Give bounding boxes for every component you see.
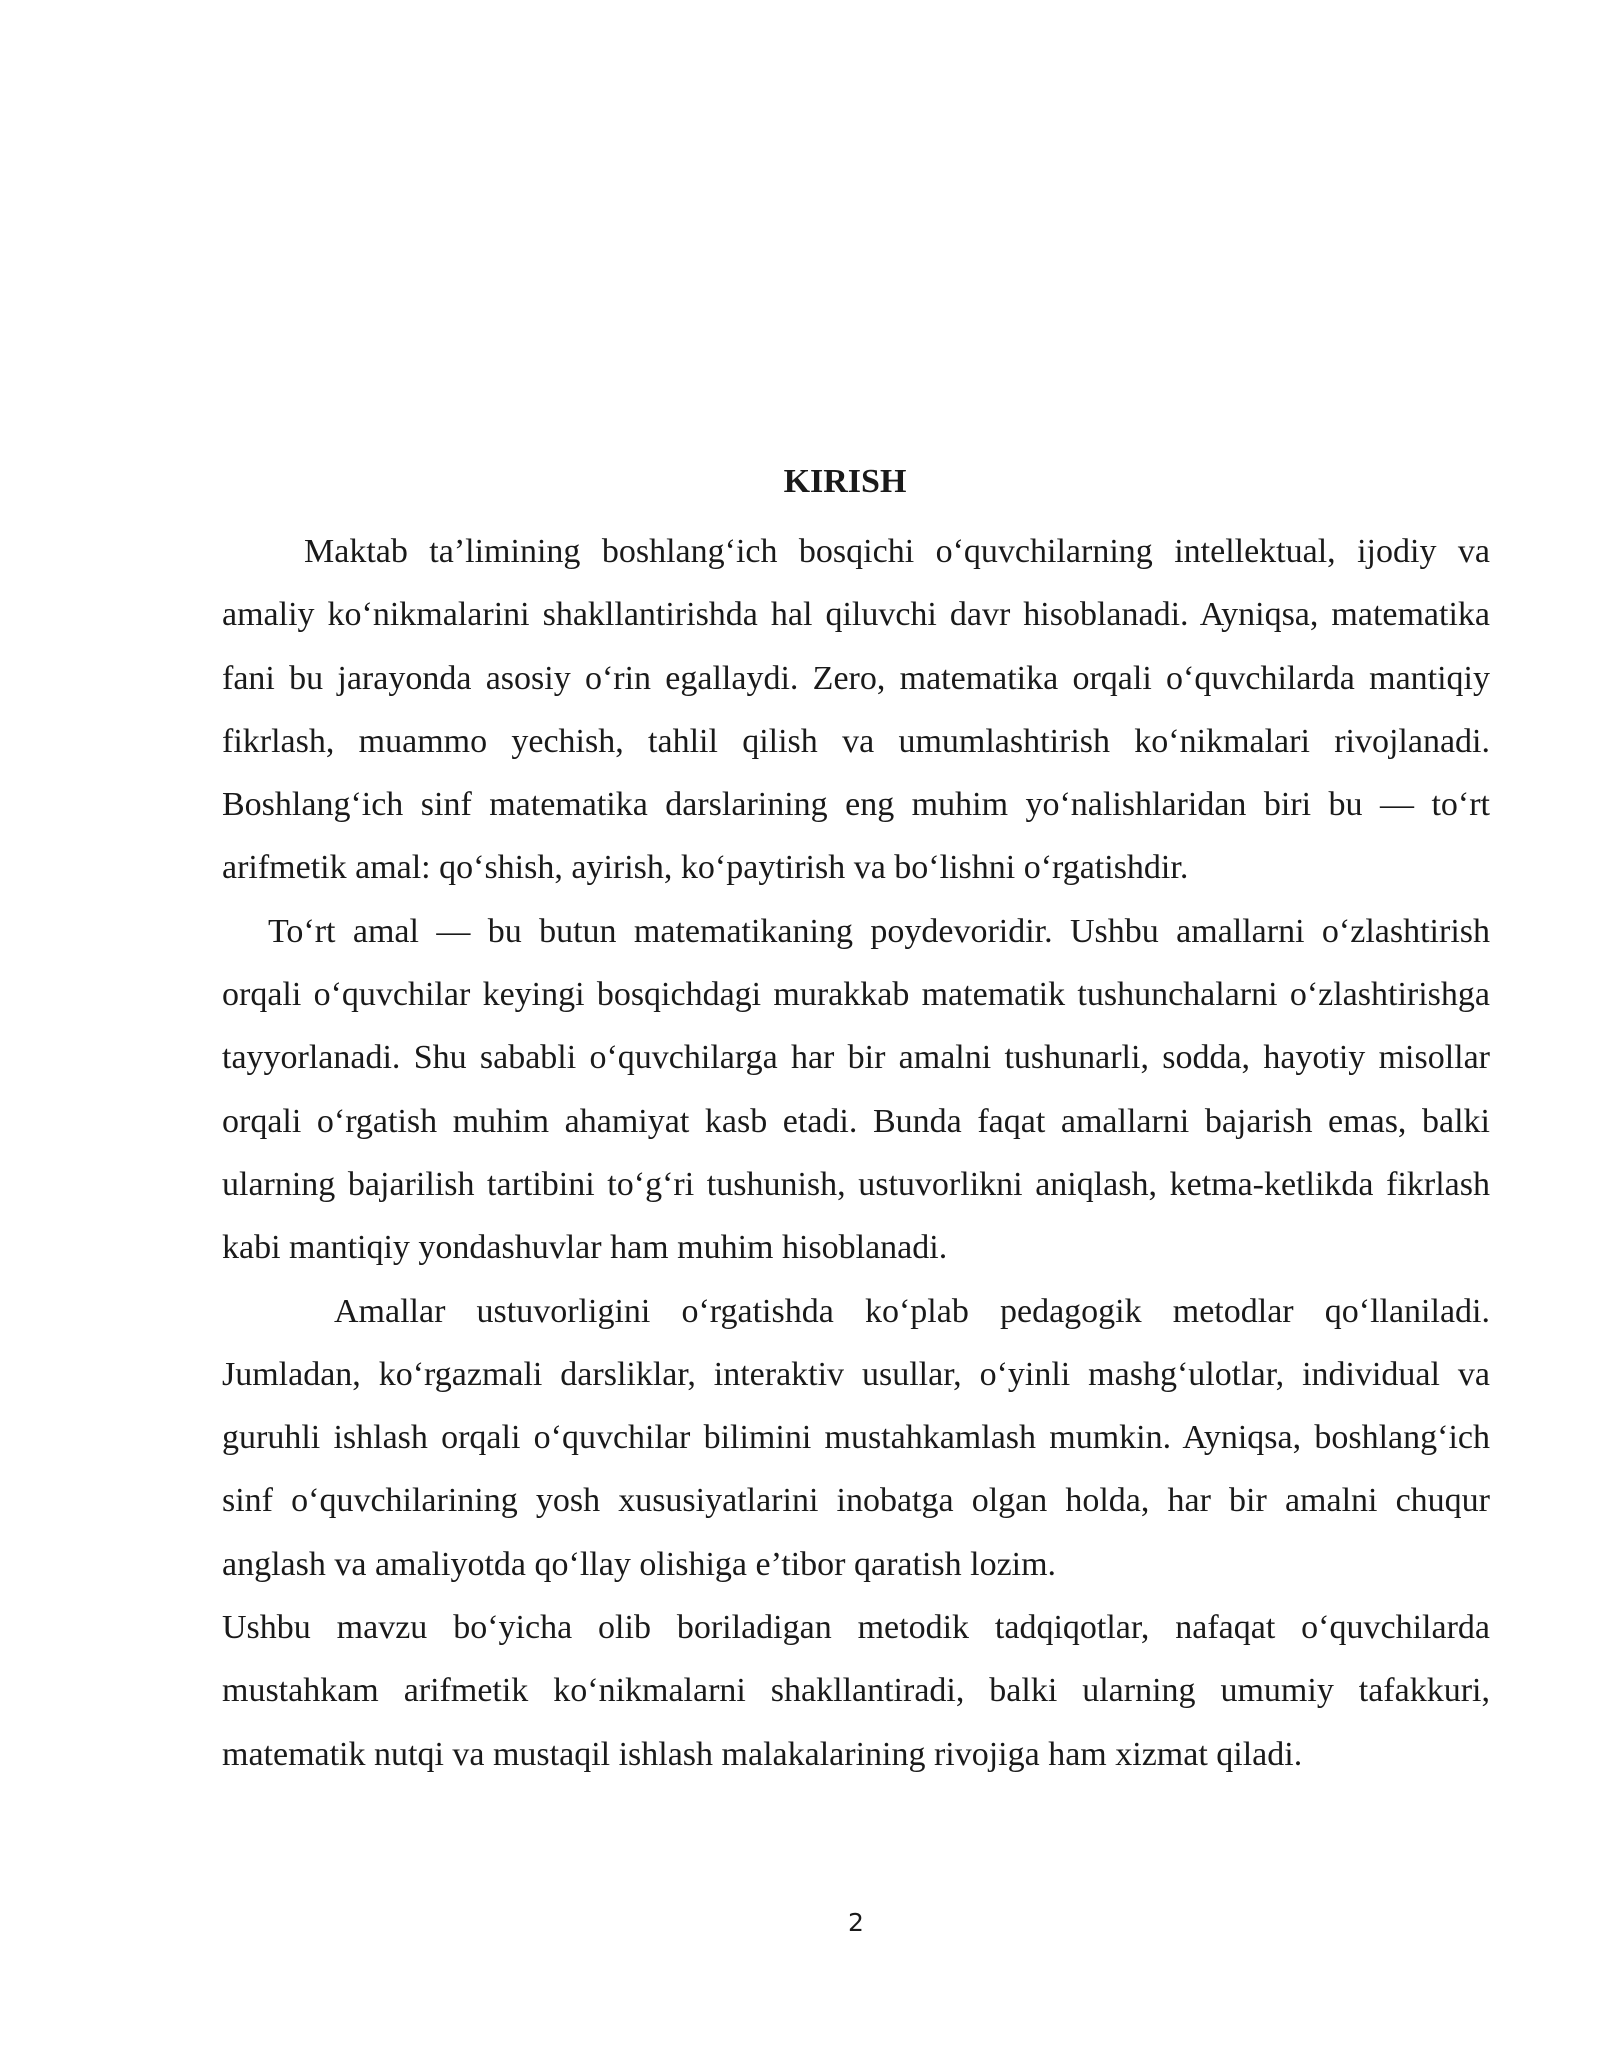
page-number: 2 — [848, 1908, 864, 1937]
paragraph-4: Ushbu mavzu bo‘yicha olib boriladigan metodik tadqiqotlar, nafaqat o‘quvchilarda mustahkam arifmetik ko‘nikmalarni shakllantiradi, balki ularning umumiy tafakkuri, matematik nutqi va mustaqil ishlash malakalarining rivojiga ham xizmat qiladi. — [222, 1609, 1490, 1773]
body-text — [222, 520, 1490, 1786]
paragraph-3: Amallar ustuvorligini o‘rgatishda ko‘plab pedagogik metodlar qo‘llaniladi. Jumladan, ko‘rgazmali darsliklar, interaktiv usullar, o‘yinli mashg‘ulotlar, individual va guruhli ishlash orqali o‘quvchilar bilimini mustahkamlash mumkin. Ayniqsa, boshlang‘ich sinf o‘quvchilarining yosh xususiyatlarini inobatga olgan holda, har bir amalni chuqur anglash va amaliyotda qo‘llay olishiga e’tibor qaratish lozim. — [222, 1292, 1490, 1583]
paragraph-1: Maktab ta’limining boshlang‘ich bosqichi o‘quvchilarning intellektual, ijodiy va amaliy ko‘nikmalarini shakllantirishda hal qiluvchi davr hisoblanadi. Ayniqsa, matematika fani bu jarayonda asosiy o‘rin egallaydi. Zero, matematika orqali o‘quvchilarda mantiqiy fikrlash, muammo yechish, tahlil qilish va umumlashtirish ko‘nikmalari rivojlanadi. Boshlang‘ich sinf matematika darslarining eng muhim yo‘nalishlaridan biri bu — to‘rt arifmetik amal: qo‘shish, ayirish, ko‘paytirish va bo‘lishni o‘rgatishdir. — [222, 533, 1490, 887]
paragraph-2: To‘rt amal — bu butun matematikaning poydevoridir. Ushbu amallarni o‘zlashtirish orqali o‘quvchilar keyingi bosqichdagi murakkab matematik tushunchalarni o‘zlashtirishga tayyorlanadi. Shu sababli o‘quvchilarga har bir amalni tushunarli, sodda, hayotiy misollar orqali o‘rgatish muhim ahamiyat kasb etadi. Bunda faqat amallarni bajarish emas, balki ularning bajarilish tartibini to‘g‘ri tushunish, ustuvorlikni aniqlash, ketma-ketlikda fikrlash kabi mantiqiy yondashuvlar ham muhim hisoblanadi. — [222, 912, 1490, 1267]
page-title: KIRISH — [783, 463, 907, 500]
